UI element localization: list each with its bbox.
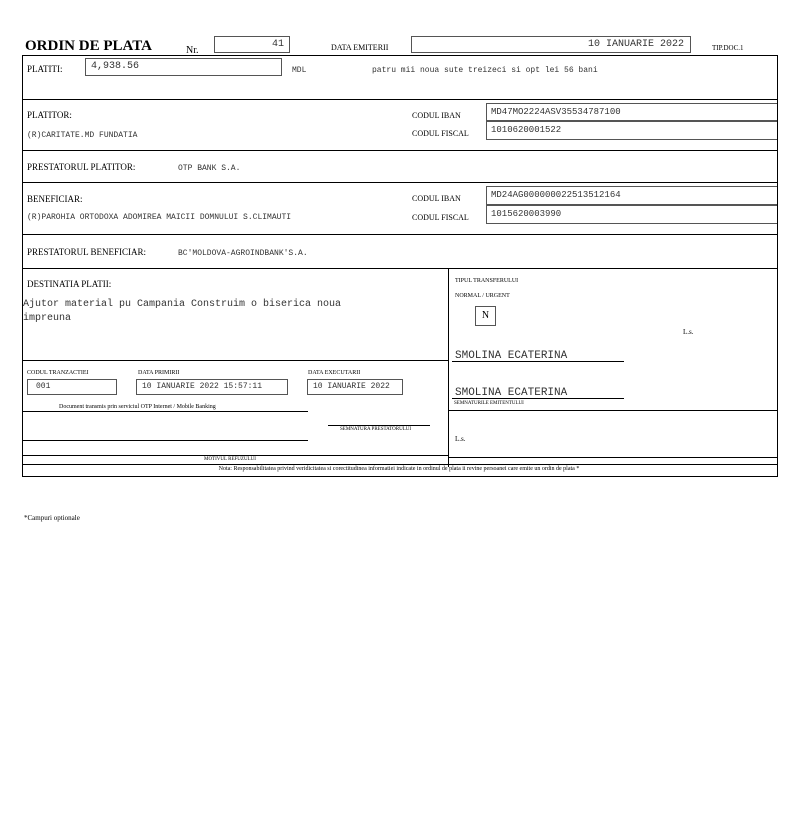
payer-label: PLATITOR:	[27, 110, 72, 120]
separator	[22, 150, 778, 151]
beneficiary-label: BENEFICIAR:	[27, 194, 83, 204]
amount-field: 4,938.56	[85, 58, 282, 76]
payer-bank-label: PRESTATORUL PLATITOR:	[27, 162, 136, 172]
payer-iban-field: MD47MO2224ASV35534787100	[486, 103, 777, 121]
separator	[448, 457, 777, 458]
document-title: ORDIN DE PLATA	[25, 38, 152, 54]
destination-label: DESTINATIA PLATII:	[27, 279, 112, 289]
amount-label: PLATITI:	[27, 64, 63, 74]
seal-placeholder-2: L.s.	[455, 435, 466, 443]
optional-fields-note: *Campuri optionale	[24, 514, 80, 522]
transmission-note: Document transmis prin serviciul OTP Internet / Mobile Banking	[59, 404, 216, 410]
payer-iban-label: CODUL IBAN	[412, 111, 461, 120]
signature-line-2	[452, 398, 624, 399]
destination-line-1: Ajutor material pu Campania Construim o biserica noua	[23, 299, 342, 310]
issuer-signatures-label: SEMNATURILE EMITENTULUI	[454, 401, 524, 406]
amount-in-words: patru mii noua sute treizeci si opt lei 56 bani	[372, 66, 598, 75]
separator	[22, 234, 778, 235]
provider-signature-line	[328, 425, 430, 426]
seal-placeholder-1: L.s.	[683, 328, 694, 336]
frame-right	[777, 268, 778, 477]
beneficiary-iban-label: CODUL IBAN	[412, 194, 461, 203]
refusal-reason-label: MOTIVUL REFUZULUI	[204, 457, 256, 462]
payer-bank-name: OTP BANK S.A.	[178, 164, 241, 173]
order-main-frame	[22, 55, 778, 269]
number-label: Nr.	[186, 45, 199, 56]
order-number-field: 41	[214, 36, 290, 53]
transaction-code-field: 001	[27, 379, 117, 395]
separator	[22, 440, 308, 441]
signature-line-1	[452, 361, 624, 362]
separator	[22, 411, 308, 412]
signer-name-1: SMOLINA ECATERINA	[455, 350, 568, 362]
currency: MDL	[292, 66, 307, 75]
issue-date-label: DATA EMITERII	[331, 43, 389, 52]
beneficiary-iban-field: MD24AG000000022513512164	[486, 186, 777, 205]
separator	[22, 360, 448, 361]
issue-date-field: 10 IANUARIE 2022	[411, 36, 691, 53]
beneficiary-name: (R)PAROHIA ORTODOXA ADOMIREA MAICII DOMNULUI S.CLIMAUTI	[27, 213, 292, 222]
destination-line-2: impreuna	[23, 313, 72, 324]
column-divider	[448, 268, 449, 467]
separator	[22, 182, 778, 183]
separator	[22, 455, 448, 456]
separator	[22, 464, 778, 465]
received-date-field: 10 IANUARIE 2022 15:57:11	[136, 379, 288, 395]
payer-fiscal-field: 1010620001522	[486, 121, 777, 140]
execution-date-label: DATA EXECUTARII	[308, 370, 361, 376]
beneficiary-bank-label: PRESTATORUL BENEFICIAR:	[27, 247, 147, 257]
separator	[448, 410, 777, 411]
beneficiary-fiscal-label: CODUL FISCAL	[412, 213, 469, 222]
transfer-type-label: TIPUL TRANSFERULUI	[455, 278, 519, 284]
signer-name-2: SMOLINA ECATERINA	[455, 387, 568, 399]
execution-date-field: 10 IANUARIE 2022	[307, 379, 403, 395]
transaction-code-label: CODUL TRANZACTIEI	[27, 370, 89, 376]
beneficiary-fiscal-field: 1015620003990	[486, 205, 777, 224]
payer-name: (R)CARITATE.MD FUNDATIA	[27, 131, 138, 140]
beneficiary-bank-name: BC'MOLDOVA-AGROINDBANK'S.A.	[178, 249, 308, 258]
payer-fiscal-label: CODUL FISCAL	[412, 129, 469, 138]
received-date-label: DATA PRIMIRII	[138, 370, 180, 376]
frame-bottom	[22, 476, 778, 477]
transfer-mode-label: NORMAL / URGENT	[455, 293, 510, 299]
separator	[22, 99, 778, 100]
document-type: TIP.DOC.1	[712, 44, 744, 52]
responsibility-note: Nota: Responsabilitatea privind veridicitatea si corectitudinea informatiei indicate in ordinul de plata ii revine persoanei care emite un ordin de plata *	[218, 466, 580, 472]
provider-signature-label: SEMNATURA PRESTATORULUI	[340, 427, 412, 432]
transfer-mode-field: N	[475, 306, 496, 326]
